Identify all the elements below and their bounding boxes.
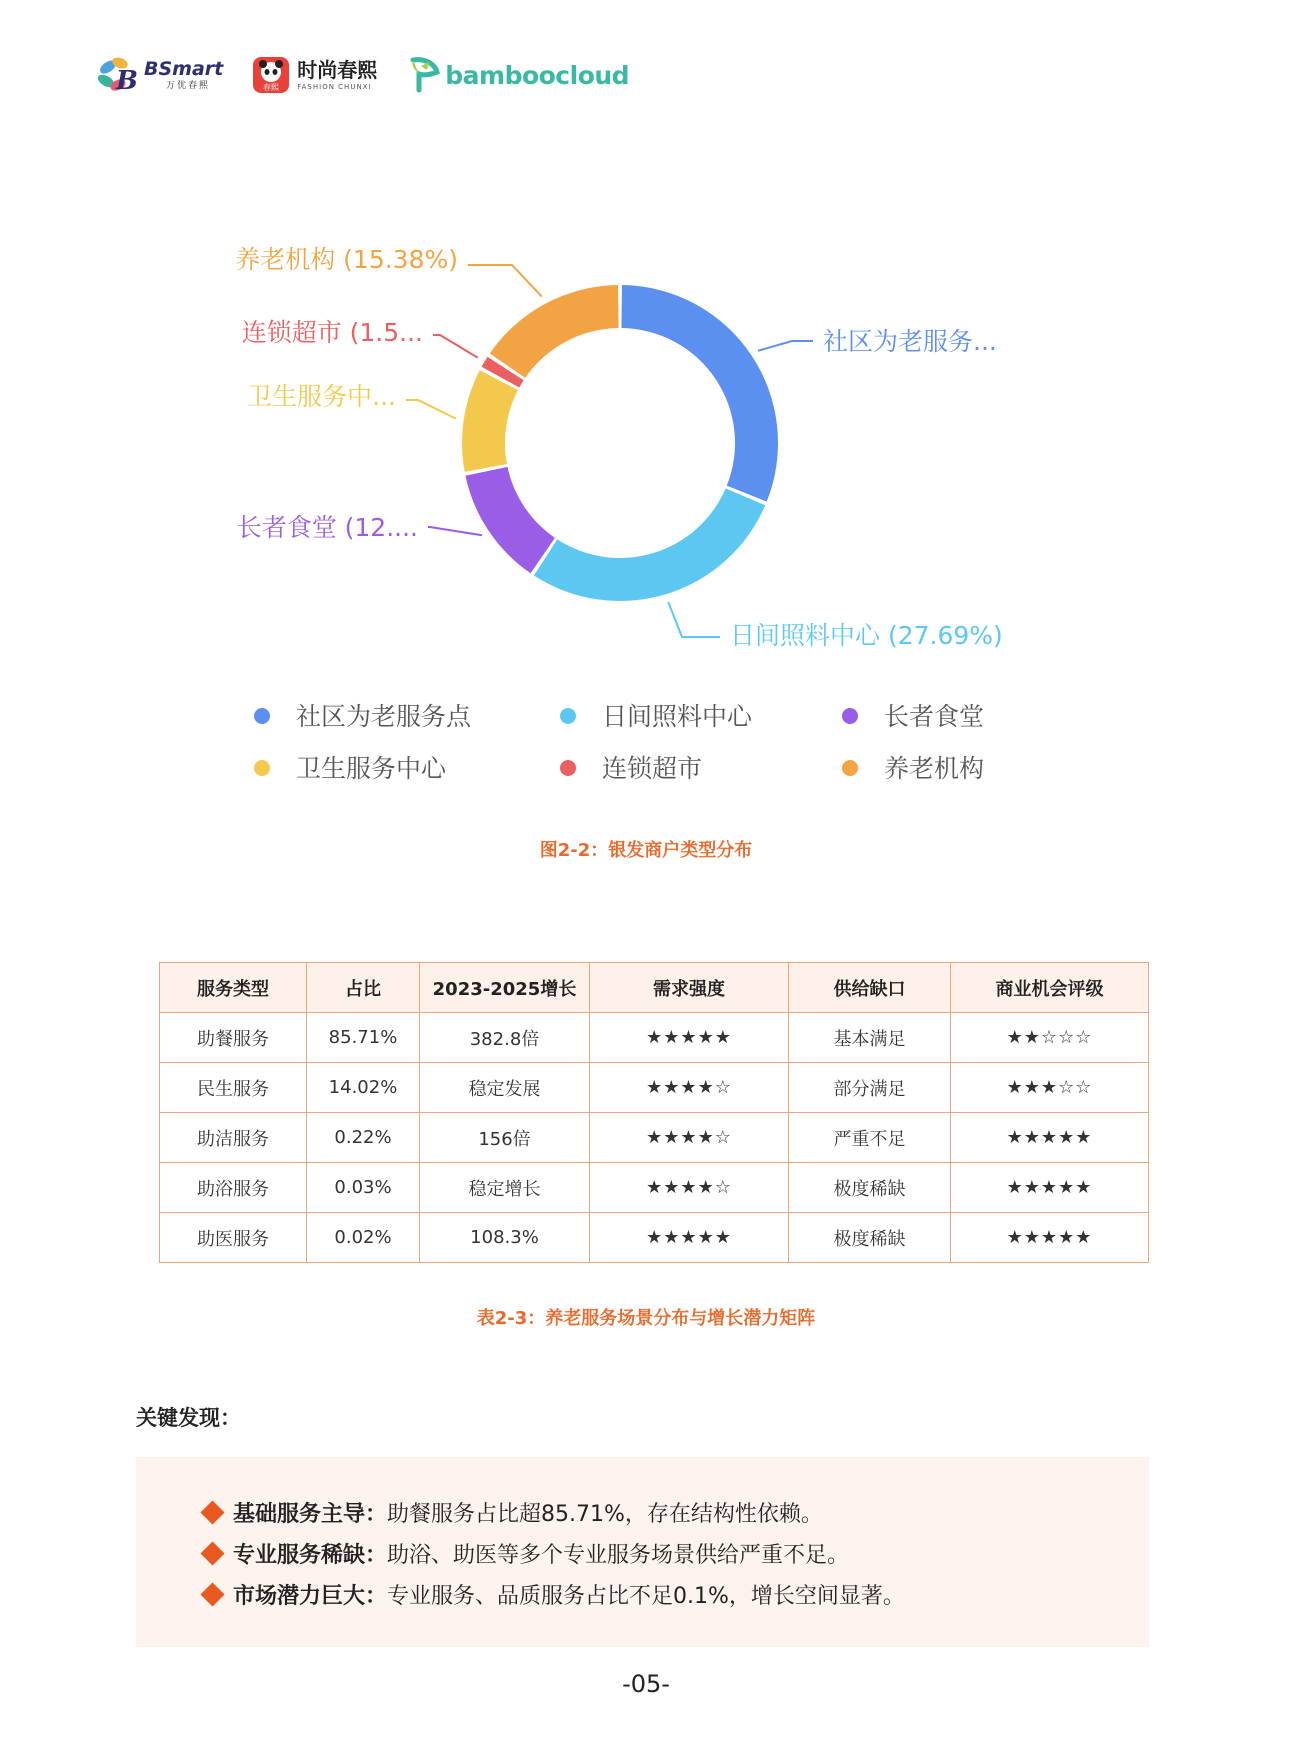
legend-marker <box>842 708 858 724</box>
legend-label: 养老机构 <box>884 754 985 783</box>
donut-slice <box>621 285 778 502</box>
legend-marker <box>560 760 576 776</box>
legend-label: 日间照料中心 <box>602 702 753 731</box>
table-cell: 极度稀缺 <box>789 1163 951 1213</box>
data-label: 卫生服务中... <box>247 382 396 411</box>
data-label: 社区为老服务... <box>823 327 997 356</box>
table-cell: ★★★★★ <box>590 1213 789 1263</box>
table-cell: ★★☆☆☆ <box>951 1013 1149 1063</box>
bsmart-name: BSmart <box>144 57 224 80</box>
legend-marker <box>842 760 858 776</box>
table-cell: 助洁服务 <box>160 1113 307 1163</box>
page-number: -05- <box>622 1670 670 1698</box>
diamond-bullet-icon <box>200 1500 224 1524</box>
findings-title: 关键发现： <box>136 1406 241 1430</box>
table-row <box>160 1063 1149 1113</box>
table-cell: 稳定发展 <box>420 1063 590 1113</box>
table-cell: 稳定增长 <box>420 1163 590 1213</box>
table-cell: 基本满足 <box>789 1013 951 1063</box>
donut-slice <box>462 370 518 472</box>
fashion-chunxi-subtitle: FASHION CHUNXI <box>297 82 372 91</box>
table-cell: ★★★★★ <box>951 1213 1149 1263</box>
diamond-bullet-icon <box>200 1541 224 1565</box>
table-cell: ★★★★★ <box>951 1163 1149 1213</box>
table-cell: 助浴服务 <box>160 1163 307 1213</box>
finding-heading: 专业服务稀缺： <box>233 1543 388 1568</box>
legend-marker <box>560 708 576 724</box>
service-matrix-table <box>159 962 1149 1263</box>
finding-item <box>200 1538 849 1569</box>
diamond-bullet-icon <box>200 1582 224 1606</box>
donut-slice <box>465 467 554 573</box>
finding-heading: 市场潜力巨大： <box>233 1584 388 1609</box>
figure-caption: 图2-2：银发商户类型分布 <box>539 840 753 861</box>
table-cell: 14.02% <box>307 1063 420 1113</box>
svg-text:B: B <box>116 66 138 95</box>
leader-line <box>433 335 478 358</box>
table-cell: 0.02% <box>307 1213 420 1263</box>
table-cell: 0.03% <box>307 1163 420 1213</box>
table-row <box>160 1113 1149 1163</box>
table-cell: ★★★★★ <box>951 1113 1149 1163</box>
finding-text: 专业服务、品质服务占比不足0.1%，增长空间显著。 <box>387 1584 905 1609</box>
table-header: 占比 <box>307 963 420 1013</box>
finding-heading: 基础服务主导： <box>233 1502 388 1527</box>
panda-badge-text: 春熙 <box>263 83 280 92</box>
table-header: 商业机会评级 <box>951 963 1149 1013</box>
table-row <box>160 1163 1149 1213</box>
table-cell: 108.3% <box>420 1213 590 1263</box>
table-cell: 156倍 <box>420 1113 590 1163</box>
table-cell: 0.22% <box>307 1113 420 1163</box>
table-cell: 助餐服务 <box>160 1013 307 1063</box>
finding-item <box>200 1497 823 1528</box>
donut-slice <box>490 285 619 378</box>
data-label: 日间照料中心 (27.69%) <box>730 621 1003 650</box>
legend-label: 卫生服务中心 <box>296 754 447 783</box>
merchant-type-donut-chart <box>0 0 1292 820</box>
table-header: 服务类型 <box>160 963 307 1013</box>
table-cell: 85.71% <box>307 1013 420 1063</box>
table-cell: 部分满足 <box>789 1063 951 1113</box>
findings-box <box>136 1457 1149 1647</box>
table-cell: 严重不足 <box>789 1113 951 1163</box>
table-header: 供给缺口 <box>789 963 951 1013</box>
table-cell: 助医服务 <box>160 1213 307 1263</box>
leader-line <box>406 400 456 419</box>
table-cell: ★★★★★ <box>590 1013 789 1063</box>
table-cell: 382.8倍 <box>420 1013 590 1063</box>
table-cell: ★★★☆☆ <box>951 1063 1149 1113</box>
legend-label: 长者食堂 <box>884 702 985 731</box>
table-cell: ★★★★☆ <box>590 1063 789 1113</box>
donut-slice <box>534 488 765 601</box>
table-row <box>160 1013 1149 1063</box>
data-label: 连锁超市 (1.5... <box>241 318 423 347</box>
table-header-row <box>160 963 1149 1013</box>
table-header: 2023-2025增长 <box>420 963 590 1013</box>
leader-line <box>468 265 542 297</box>
table-cell: ★★★★☆ <box>590 1113 789 1163</box>
legend-label: 连锁超市 <box>602 754 703 783</box>
data-label: 养老机构 (15.38%) <box>235 245 458 274</box>
leader-line <box>668 602 720 637</box>
table-cell: ★★★★☆ <box>590 1163 789 1213</box>
leader-line <box>758 341 813 351</box>
table-caption: 表2-3：养老服务场景分布与增长潜力矩阵 <box>476 1308 816 1329</box>
finding-item <box>200 1579 905 1610</box>
bsmart-subtitle: 万优春熙 <box>166 80 211 91</box>
bamboocloud-name: bamboocloud <box>445 60 630 90</box>
table-row <box>160 1213 1149 1263</box>
legend-marker <box>254 708 270 724</box>
table-header: 需求强度 <box>590 963 789 1013</box>
legend-label: 社区为老服务点 <box>296 702 472 731</box>
table-cell: 民生服务 <box>160 1063 307 1113</box>
finding-text: 助浴、助医等多个专业服务场景供给严重不足。 <box>387 1543 850 1568</box>
leader-line <box>428 527 482 535</box>
data-label: 长者食堂 (12.... <box>236 513 418 542</box>
legend-marker <box>254 760 270 776</box>
table-cell: 极度稀缺 <box>789 1213 951 1263</box>
finding-text: 助餐服务占比超85.71%，存在结构性依赖。 <box>387 1502 823 1527</box>
fashion-chunxi-name: 时尚春熙 <box>297 57 378 82</box>
